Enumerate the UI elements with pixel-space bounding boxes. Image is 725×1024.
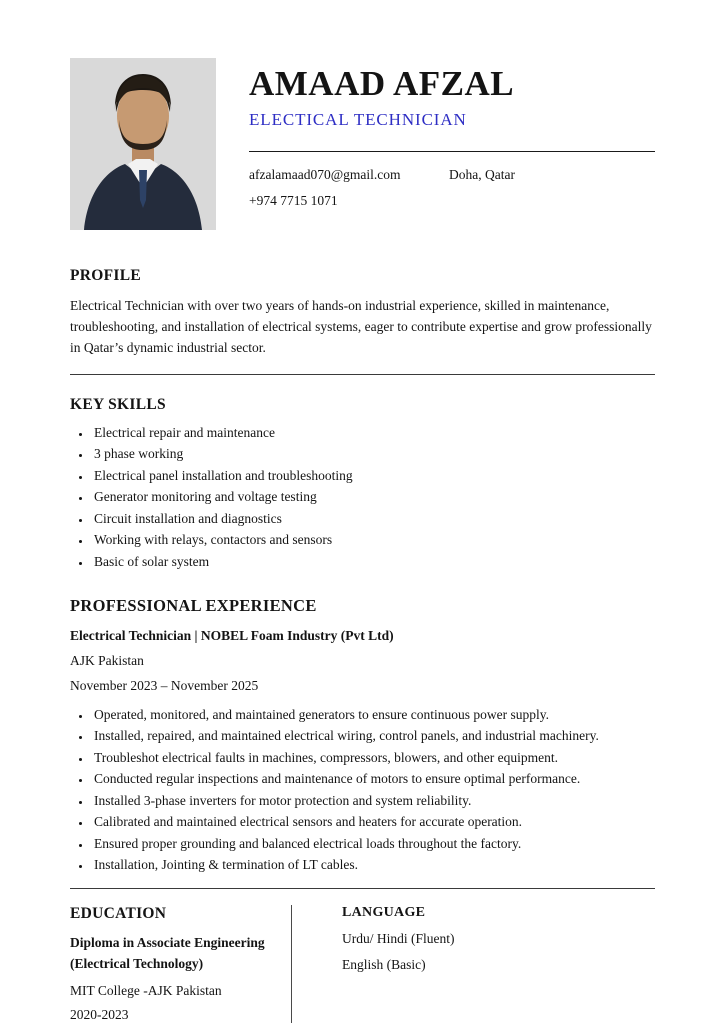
header — [70, 58, 655, 230]
skill-item: • Electrical repair and maintenance — [91, 425, 655, 441]
experience-bullet: • Conducted regular inspections and maintenance of motors to ensure optimal performance. — [91, 771, 655, 787]
candidate-name: AMAAD AFZAL — [249, 64, 515, 103]
skills-list — [70, 425, 655, 570]
section-divider-1 — [70, 374, 655, 375]
experience-job-title: Electrical Technician | NOBEL Foam Industry (Pvt Ltd) — [70, 627, 394, 643]
header-text-block — [249, 58, 655, 230]
skill-item: • Circuit installation and diagnostics — [91, 511, 655, 527]
section-divider-2 — [70, 888, 655, 889]
language-item: Urdu/ Hindi (Fluent) — [342, 931, 455, 947]
experience-bullet-list — [70, 707, 655, 874]
skill-item: • Basic of solar system — [91, 554, 655, 570]
experience-bullet: • Troubleshot electrical faults in machines, compressors, blowers, and other equipment. — [91, 750, 655, 766]
experience-bullet: • Calibrated and maintained electrical sensors and heaters for accurate operation. — [91, 814, 655, 830]
experience-dates: November 2023 – November 2025 — [70, 677, 259, 693]
education-years: 2020-2023 — [70, 1007, 129, 1023]
candidate-title: ELECTICAL TECHNICIAN — [249, 109, 467, 129]
language-item: English (Basic) — [342, 957, 426, 973]
experience-bullet: • Ensured proper grounding and balanced electrical loads throughout the factory. — [91, 836, 655, 852]
experience-heading: PROFESSIONAL EXPERIENCE — [70, 595, 317, 615]
profile-photo — [70, 58, 216, 230]
education-degree: Diploma in Associate Engineering (Electrical Technology) — [70, 935, 265, 972]
language-section — [292, 905, 455, 1023]
profile-section — [70, 267, 655, 359]
experience-section — [70, 596, 655, 874]
skills-heading: KEY SKILLS — [70, 395, 166, 413]
location: Doha, Qatar — [449, 166, 515, 182]
experience-bullet: • Installed, repaired, and maintained electrical wiring, control panels, and industrial machinery. — [91, 728, 655, 744]
experience-location: AJK Pakistan — [70, 652, 144, 668]
skill-item: • Generator monitoring and voltage testing — [91, 489, 655, 505]
skills-section — [70, 396, 655, 570]
skill-item: • Working with relays, contactors and sensors — [91, 532, 655, 548]
profile-heading: PROFILE — [70, 267, 141, 284]
experience-bullet: • Operated, monitored, and maintained generators to ensure continuous power supply. — [91, 707, 655, 723]
skill-item: • 3 phase working — [91, 446, 655, 462]
phone: +974 7715 1071 — [249, 192, 338, 208]
education-heading: EDUCATION — [70, 905, 167, 923]
profile-text: Electrical Technician with over two years of hands-on industrial experience, skilled in maintenance, troubleshooting, and installation of electrical systems, eager to contribute expertise and grow professionally in Qatar’s dynamic industrial sector. — [70, 298, 652, 355]
language-heading: LANGUAGE — [342, 905, 426, 921]
experience-bullet: • Installed 3-phase inverters for motor protection and system reliability. — [91, 793, 655, 809]
experience-bullet: • Installation, Jointing & termination of LT cables. — [91, 857, 655, 873]
email: afzalamaad070@gmail.com — [249, 166, 401, 182]
education-section — [70, 905, 291, 1023]
person-photo-placeholder — [70, 58, 216, 230]
bottom-columns — [70, 905, 655, 1023]
contact-row — [249, 167, 655, 183]
header-divider — [249, 151, 655, 152]
skill-item: • Electrical panel installation and troubleshooting — [91, 468, 655, 484]
education-school: MIT College -AJK Pakistan — [70, 983, 222, 999]
